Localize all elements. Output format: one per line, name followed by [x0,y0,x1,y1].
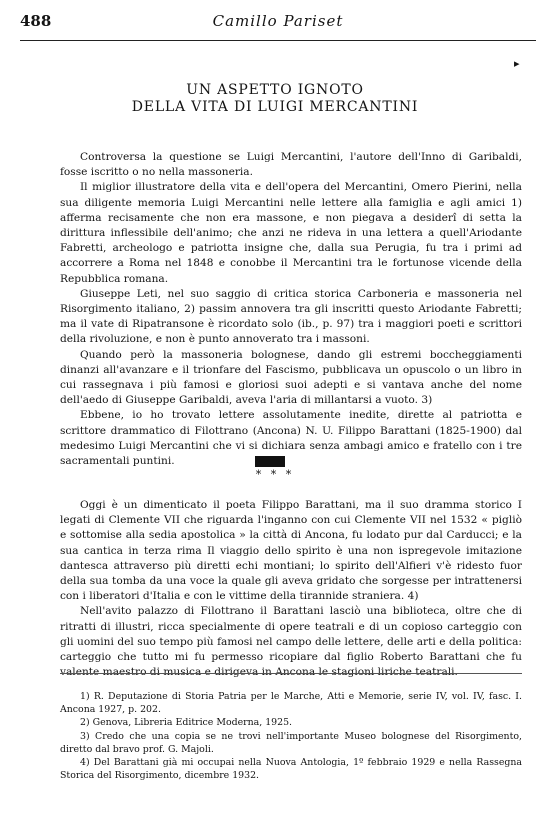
paragraph: Quando però la massoneria bolognese, dando gli estremi boccheggiamenti dinanzi all'avanzare e il trionfare del Fascismo, pubblicava un opuscolo o un libro in cui rassegnava i più famosi e gloriosi suoi adepti e si vantava anche del nome dell'aedo di Giuseppe Garibaldi, aveva l'aria di millantarsi a vuoto. 3) [60,348,522,407]
margin-mark: ▸ [514,57,520,70]
footnote-rule [60,673,522,674]
article-title-line2: DELLA VITA DI LUIGI MERCANTINI [131,99,419,115]
header-rule [20,40,536,41]
footnote: 2) Genova, Libreria Editrice Moderna, 1925. [80,717,293,729]
page-header [20,12,536,40]
footnote: 1) R. Deputazione di Storia Patria per le Marche, Atti e Memorie, serie IV, vol. IV, fasc. I. Ancona 1927, p. 202. [60,691,522,716]
section-two [60,498,522,680]
running-head: Camillo Pariset [212,12,344,30]
paragraph: Oggi è un dimenticato il poeta Filippo Barattani, ma il suo dramma storico I legati di Clemente VII che riguarda l'inganno con cui Clemente VII nel 1532 « pigliò e sottomise alla sedia apostolica » la città di Ancona, fu lodato pur dal Carducci; e la sua cantica in terza rima Il viaggio dello spirito è una non ispregevole imitazione dantesca attraverso più diretti echi montiani; lo spirito dell'Alfieri v'è ridesto fuor della sua tomba da una voce la quale gli aveva gridato che sorgesse per intrattenersi con i liberatori d'Italia e con le vittime della tirannide straniera. 4) [60,499,522,603]
article-title-line1: UN ASPETTO IGNOTO [186,82,364,98]
page-number: 488 [20,12,52,30]
section-separator-stars: * * * [255,468,295,481]
paragraph: Giuseppe Leti, nel suo saggio di critica storica Carboneria e massoneria nel Risorgimento italiano, 2) passim annovera tra gli inscritti questo Ariodante Fabretti; ma il vate di Ripatransone è ricordato solo (ib., p. 97) tra i maggiori poeti e scrittori della rivoluzione, e non è punto annoverato tra i massoni. [60,287,522,346]
footnote: 4) Del Barattani già mi occupai nella Nuova Antologia, 1º febbraio 1929 e nella Rassegna Storica del Risorgimento, dicembre 1932. [60,757,522,782]
paragraph: Ebbene, io ho trovato lettere assolutamente inedite, dirette al patriotta e scrittore drammatico di Filottrano (Ancona) N. U. Filippo Barattani (1825-1900) dal medesimo Luigi Mercantini che vi si dichiara senza ambagi amico e fratello con i tre sacramentali puntini. [60,409,522,468]
paragraph: Nell'avito palazzo di Filottrano il Barattani lasciò una biblioteca, oltre che di ritratti di illustri, ricca specialmente di opere teatrali e di un copioso carteggio con gli uomini del suo tempo più famosi nel campo delle lettere, delle arti e della politica: carteggio che tutto mi fu permesso ricopiare dal figlio Roberto Barattani che fu valente maestro di musica e dirigeva in Ancona le stagioni liriche teatrali. [60,605,522,679]
section-one [60,150,522,469]
paragraph: Controversa la questione se Luigi Mercantini, l'autore dell'Inno di Garibaldi, fosse iscritto o no nella massoneria. [60,151,522,179]
section-separator-bar [255,456,285,467]
footnotes [60,690,522,782]
paragraph: Il miglior illustratore della vita e dell'opera del Mercantini, Omero Pierini, nella sua diligente memoria Luigi Mercantini nelle lettere alla famiglia e agli amici 1) afferma recisamente che non era massone, e non piegava a desiderî di setta la dirittura inflessibile dell'animo; che anzi ne rideva in una lettera a quell'Ariodante Fabretti, archeologo e patriotta insigne che, dalla sua Perugia, fu tra i primi ad accorrere a Roma nel 1848 e conobbe il Mercantini tra le fortunose vicende della Repubblica romana. [60,181,522,285]
footnote: 3) Credo che una copia se ne trovi nell'importante Museo bolognese del Risorgimento, diretto dal bravo prof. G. Majoli. [60,730,522,755]
